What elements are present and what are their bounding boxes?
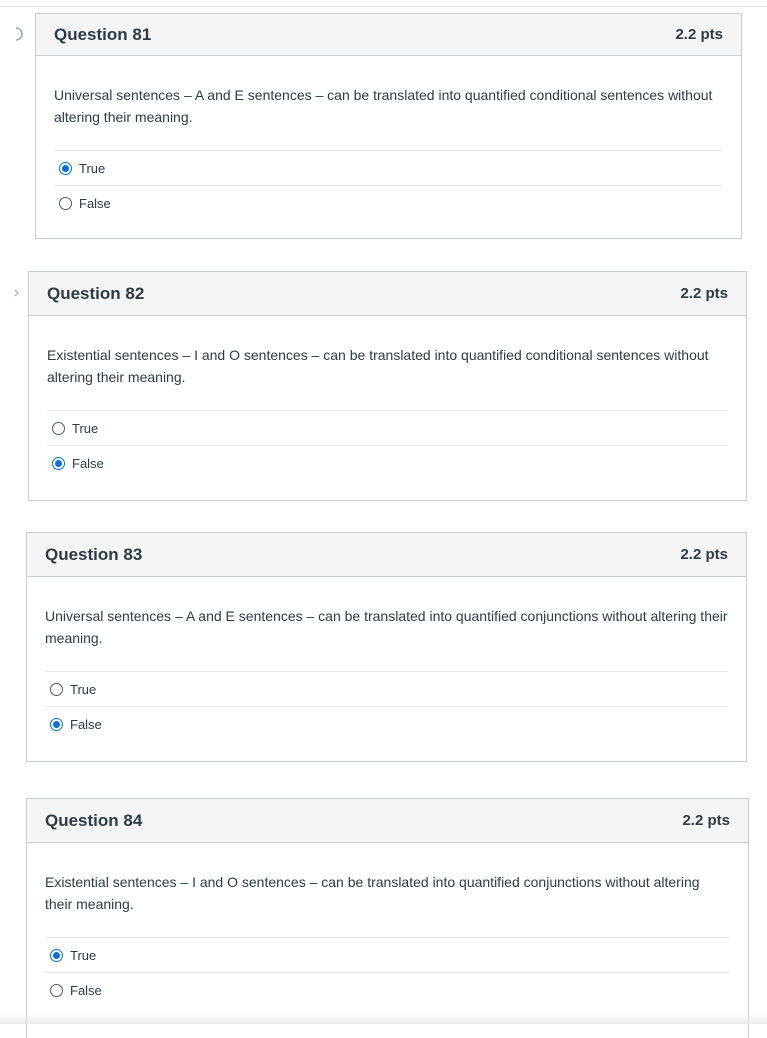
radio-button-selected[interactable] bbox=[59, 162, 72, 175]
question-points: 2.2 pts bbox=[675, 26, 723, 43]
question-text: Existential sentences – I and O sentences – can be translated into quantified conjunctions without altering their meaning. bbox=[45, 874, 700, 912]
question-text: Universal sentences – A and E sentences – can be translated into quantified conjunctions without altering their meaning. bbox=[45, 608, 728, 646]
answer-label: False bbox=[72, 456, 104, 471]
question-points: 2.2 pts bbox=[680, 285, 728, 302]
answer-option-true[interactable] bbox=[45, 672, 728, 707]
question-title: Question 82 bbox=[47, 283, 145, 303]
radio-button-selected[interactable] bbox=[50, 949, 63, 962]
question-points: 2.2 pts bbox=[680, 546, 728, 563]
question-card bbox=[26, 532, 747, 762]
question-header bbox=[27, 799, 748, 843]
answer-option-true[interactable] bbox=[47, 411, 728, 446]
answer-list bbox=[54, 150, 723, 221]
question-header bbox=[27, 533, 746, 577]
question-title: Question 84 bbox=[45, 810, 143, 830]
question-title: Question 83 bbox=[45, 544, 143, 564]
bottom-shadow bbox=[0, 1014, 767, 1024]
radio-button[interactable] bbox=[52, 422, 65, 435]
answer-label: True bbox=[72, 420, 99, 436]
question-card bbox=[26, 798, 749, 1038]
question-points: 2.2 pts bbox=[682, 812, 730, 829]
answer-label: True bbox=[79, 160, 106, 176]
answer-label: False bbox=[79, 196, 111, 211]
answer-option-false[interactable] bbox=[54, 186, 723, 221]
answer-label: False bbox=[70, 717, 102, 732]
bookmark-arc-icon[interactable] bbox=[14, 26, 24, 45]
radio-button-selected[interactable] bbox=[52, 457, 65, 470]
answer-label: True bbox=[70, 947, 97, 963]
bookmark-arrow-icon[interactable] bbox=[14, 286, 20, 300]
answer-option-false[interactable] bbox=[45, 707, 728, 742]
answer-option-true[interactable] bbox=[54, 151, 723, 186]
answer-label: True bbox=[70, 681, 97, 697]
answer-option-true[interactable] bbox=[45, 938, 730, 973]
top-divider bbox=[0, 6, 767, 7]
radio-button[interactable] bbox=[59, 197, 72, 210]
answer-option-false[interactable] bbox=[45, 973, 730, 1008]
question-text: Existential sentences – I and O sentences – can be translated into quantified conditional sentences without altering their meaning. bbox=[47, 347, 709, 385]
answer-list bbox=[45, 937, 730, 1008]
question-title: Question 81 bbox=[54, 24, 152, 44]
answer-label: False bbox=[70, 983, 102, 998]
question-header bbox=[29, 272, 746, 316]
question-text: Universal sentences – A and E sentences – can be translated into quantified conditional sentences without altering their meaning. bbox=[54, 87, 713, 125]
question-card bbox=[35, 13, 742, 239]
radio-button[interactable] bbox=[50, 683, 63, 696]
radio-button[interactable] bbox=[50, 984, 63, 997]
answer-list bbox=[47, 410, 728, 481]
answer-option-false[interactable] bbox=[47, 446, 728, 481]
question-header bbox=[36, 14, 741, 56]
question-card bbox=[28, 271, 747, 501]
radio-button-selected[interactable] bbox=[50, 718, 63, 731]
answer-list bbox=[45, 671, 728, 742]
